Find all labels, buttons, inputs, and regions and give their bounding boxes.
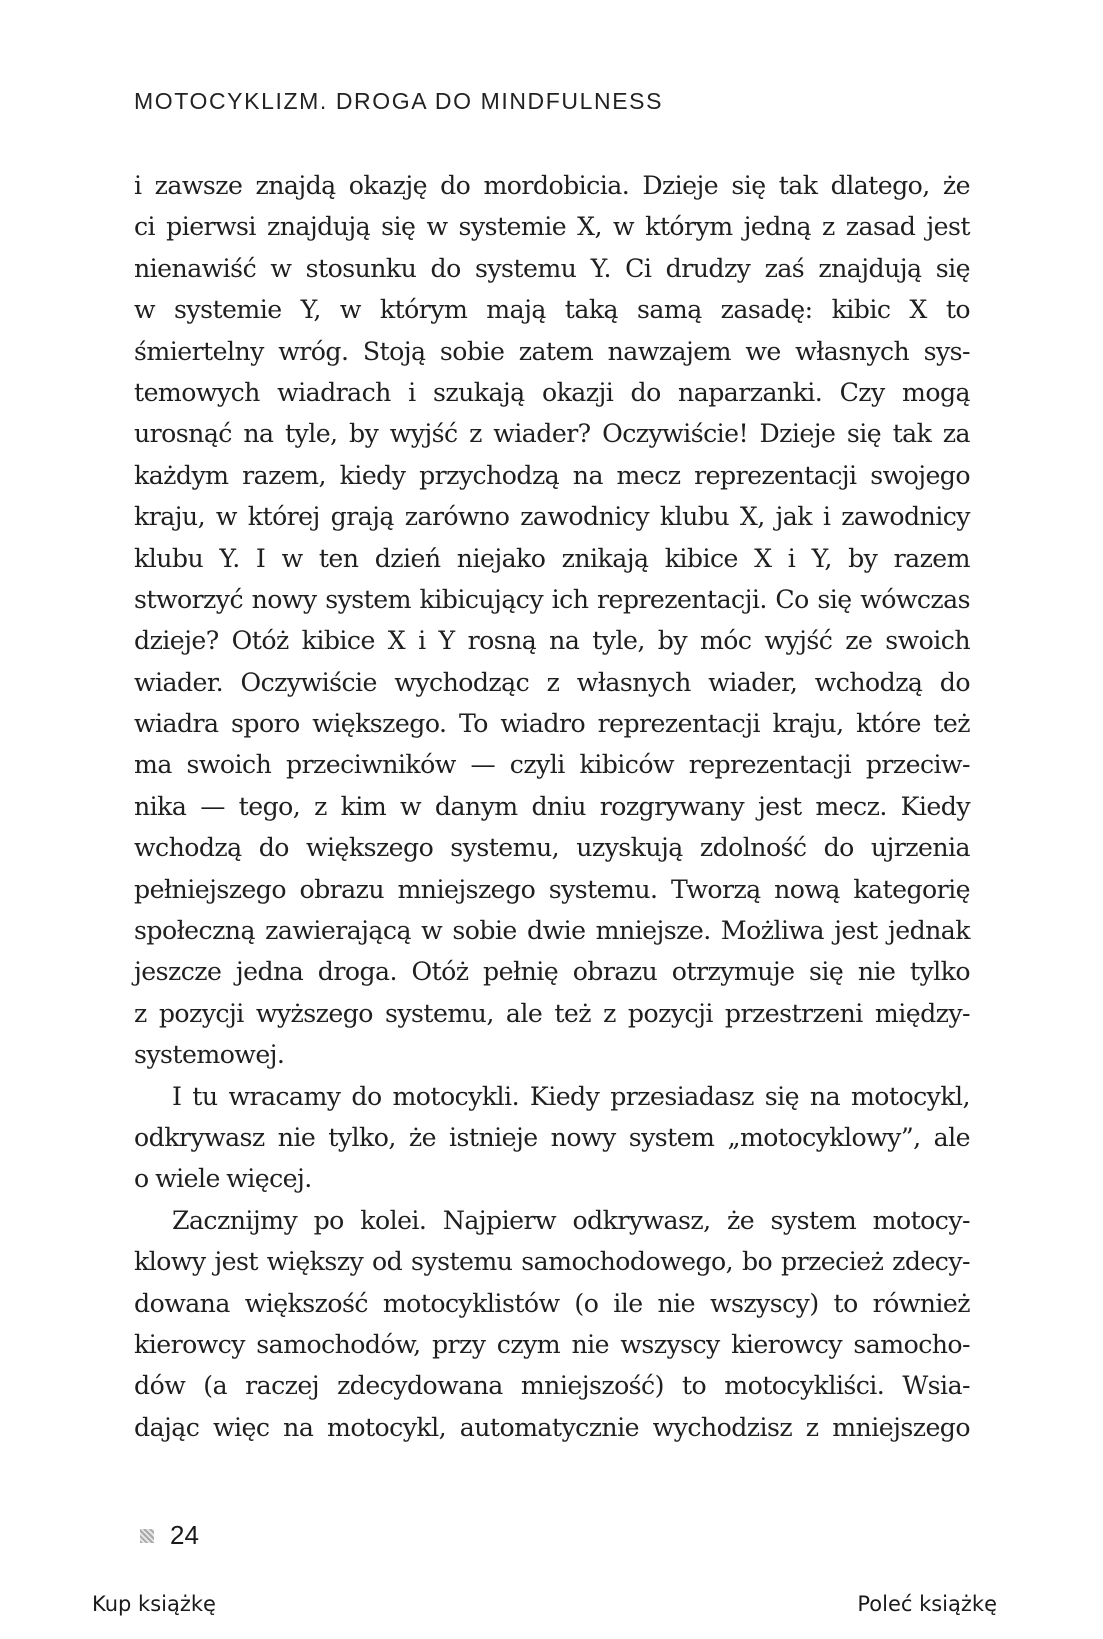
page-number-text: 24 xyxy=(170,1520,199,1550)
text-line: wiadra sporo większego. To wiadro reprezentacji kraju, które też xyxy=(134,709,970,739)
running-head: MOTOCYKLIZM. DROGA DO MINDFULNESS xyxy=(134,88,664,114)
text-line: wchodzą do większego systemu, uzyskują zdolność do ujrzenia xyxy=(134,833,970,863)
body-text xyxy=(134,165,970,1448)
text-line: Zacznijmy po kolei. Najpierw odkrywasz, że system motocy- xyxy=(172,1205,970,1235)
text-line: klubu Y. I w ten dzień niejako znikają kibice X i Y, by razem xyxy=(134,543,970,573)
text-line: z pozycji wyższego systemu, ale też z pozycji przestrzeni między- xyxy=(134,998,970,1028)
text-line: urosnąć na tyle, by wyjść z wiader? Oczywiście! Dzieje się tak za xyxy=(134,419,970,449)
text-line: klowy jest większy od systemu samochodowego, bo przecież zdecy- xyxy=(134,1247,970,1277)
text-line: dowana większość motocyklistów (o ile nie wszyscy) to również xyxy=(134,1288,970,1318)
recommend-book-link[interactable]: Poleć książkę xyxy=(857,1592,997,1616)
text-line: temowych wiadrach i szukają okazji do naparzanki. Czy mogą xyxy=(134,377,970,407)
text-line: ma swoich przeciwników — czyli kibiców reprezentacji przeciw- xyxy=(134,750,970,780)
text-line: dając więc na motocykl, automatycznie wychodzisz z mniejszego xyxy=(134,1412,970,1442)
text-line: pełniejszego obrazu mniejszego systemu. Tworzą nową kategorię xyxy=(134,874,970,904)
text-line: o wiele więcej. xyxy=(134,1164,312,1194)
text-line: dów (a raczej zdecydowana mniejszość) to motocykliści. Wsia- xyxy=(134,1371,970,1401)
text-line: systemowej. xyxy=(134,1040,285,1070)
text-line: jeszcze jedna droga. Otóż pełnię obrazu otrzymuje się nie tylko xyxy=(134,957,970,987)
buy-book-link[interactable]: Kup książkę xyxy=(92,1592,216,1616)
text-line: dzieje? Otóż kibice X i Y rosną na tyle, by móc wyjść ze swoich xyxy=(134,626,970,656)
text-line: nienawiść w stosunku do systemu Y. Ci drudzy zaś znajdują się xyxy=(134,253,970,283)
text-line: ci pierwsi znajdują się w systemie X, w którym jedną z zasad jest xyxy=(134,212,970,242)
text-line: społeczną zawierającą w sobie dwie mniejsze. Możliwa jest jednak xyxy=(134,916,970,946)
text-line: nika — tego, z kim w danym dniu rozgrywany jest mecz. Kiedy xyxy=(134,791,970,821)
text-line: w systemie Y, w którym mają taką samą zasadę: kibic X to xyxy=(134,295,970,325)
page-number xyxy=(140,1520,199,1551)
text-line: stworzyć nowy system kibicujący ich reprezentacji. Co się wówczas xyxy=(134,584,970,614)
text-line: kraju, w której grają zarówno zawodnicy klubu X, jak i zawodnicy xyxy=(134,502,970,532)
text-line: śmiertelny wróg. Stoją sobie zatem nawzajem we własnych sys- xyxy=(134,336,970,366)
text-line: kierowcy samochodów, przy czym nie wszyscy kierowcy samocho- xyxy=(134,1329,970,1359)
text-line: i zawsze znajdą okazję do mordobicia. Dzieje się tak dlatego, że xyxy=(134,171,970,200)
text-line: I tu wracamy do motocykli. Kiedy przesiadasz się na motocykl, xyxy=(172,1081,970,1111)
page-marker-icon xyxy=(140,1529,154,1543)
text-line: wiader. Oczywiście wychodząc z własnych wiader, wchodzą do xyxy=(134,667,970,697)
text-line: odkrywasz nie tylko, że istnieje nowy system „motocyklowy”, ale xyxy=(134,1122,970,1152)
text-line: każdym razem, kiedy przychodzą na mecz reprezentacji swojego xyxy=(134,460,970,490)
